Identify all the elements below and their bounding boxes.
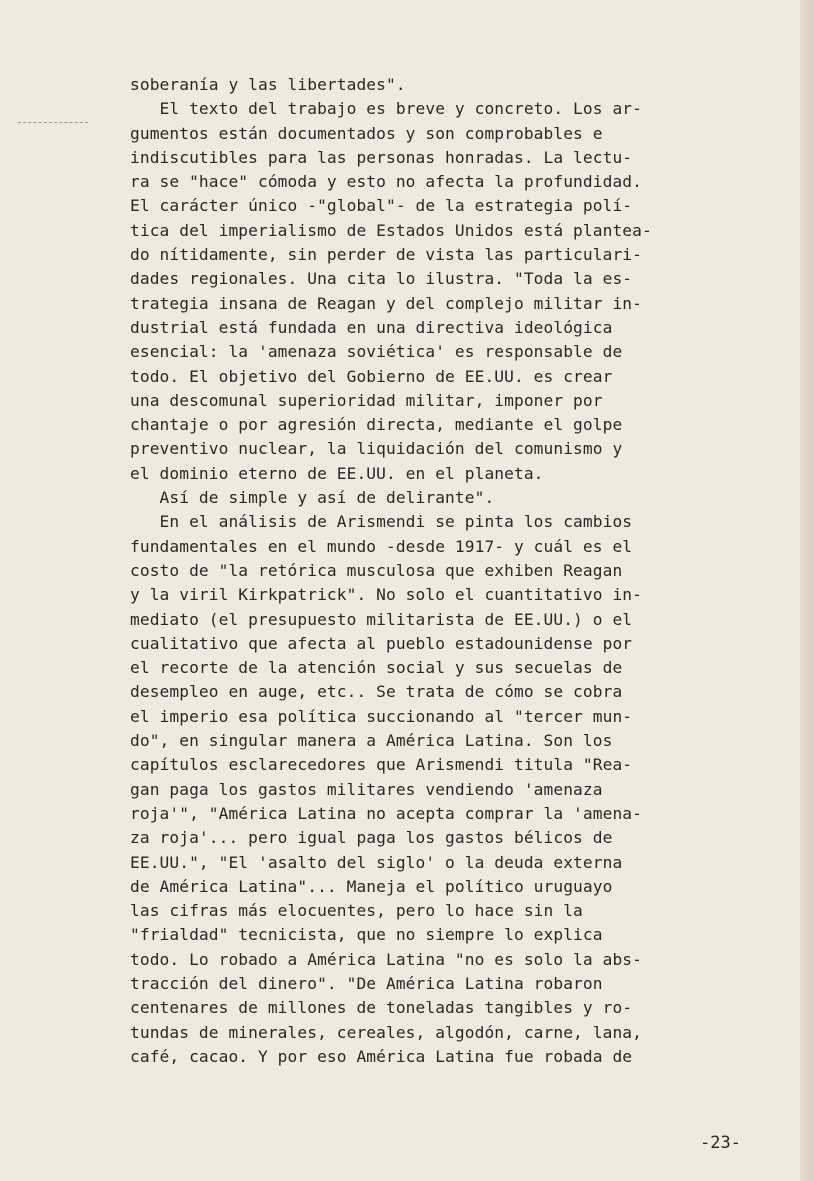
margin-mark xyxy=(18,122,88,123)
page-number: -23- xyxy=(700,1133,741,1153)
text-line: centenares de millones de toneladas tangibles y ro- xyxy=(130,998,633,1018)
text-line: ra se "hace" cómoda y esto no afecta la profundidad. xyxy=(130,172,642,192)
text-line: soberanía y las libertades". xyxy=(130,75,406,94)
text-line: mediato (el presupuesto militarista de EE.UU.) o el xyxy=(130,609,633,629)
text-line: una descomunal superioridad militar, imponer por xyxy=(130,390,603,410)
text-line: y la viril Kirkpatrick". No solo el cuantitativo in- xyxy=(130,585,642,605)
text-line: desempleo en auge, etc.. Se trata de cómo se cobra xyxy=(130,682,623,702)
text-line: tica del imperialismo de Estados Unidos está plantea- xyxy=(130,220,652,240)
text-line: El texto del trabajo es breve y concreto. Los ar- xyxy=(130,99,642,119)
text-line: fundamentales en el mundo -desde 1917- y cuál es el xyxy=(130,536,633,556)
text-line: indiscutibles para las personas honradas. La lectu- xyxy=(130,147,633,167)
text-line: tundas de minerales, cereales, algodón, carne, lana, xyxy=(130,1022,642,1042)
text-line: EE.UU.", "El 'asalto del siglo' o la deuda externa xyxy=(130,852,623,872)
body-text xyxy=(130,73,780,1069)
text-line: preventivo nuclear, la liquidación del comunismo y xyxy=(130,439,623,459)
text-line: las cifras más elocuentes, pero lo hace sin la xyxy=(130,901,583,921)
text-line: za roja'... pero igual paga los gastos bélicos de xyxy=(130,828,613,848)
text-line: cualitativo que afecta al pueblo estadounidense por xyxy=(130,633,633,653)
text-line: En el análisis de Arismendi se pinta los cambios xyxy=(130,512,633,532)
text-line: El carácter único -"global"- de la estrategia polí- xyxy=(130,196,633,216)
text-line: gan paga los gastos militares vendiendo 'amenaza xyxy=(130,779,603,799)
text-line: tracción del dinero". "De América Latina robaron xyxy=(130,973,603,993)
text-line: do nítidamente, sin perder de vista las particulari- xyxy=(130,245,642,265)
text-line: do", en singular manera a América Latina. Son los xyxy=(130,731,613,751)
text-line: Así de simple y así de delirante". xyxy=(130,488,495,508)
text-line: esencial: la 'amenaza soviética' es responsable de xyxy=(130,342,623,362)
text-line: costo de "la retórica musculosa que exhiben Reagan xyxy=(130,560,623,580)
text-line: todo. El objetivo del Gobierno de EE.UU. es crear xyxy=(130,366,613,386)
text-line: dustrial está fundada en una directiva ideológica xyxy=(130,317,613,337)
text-line: chantaje o por agresión directa, mediante el golpe xyxy=(130,415,623,435)
text-line: el dominio eterno de EE.UU. en el planeta. xyxy=(130,463,544,483)
text-line: roja'", "América Latina no acepta comprar la 'amena- xyxy=(130,803,642,823)
text-line: gumentos están documentados y son comprobables e xyxy=(130,123,603,143)
text-line: todo. Lo robado a América Latina "no es solo la abs- xyxy=(130,949,642,969)
text-line: el imperio esa política succionando al "tercer mun- xyxy=(130,706,633,726)
text-line: café, cacao. Y por eso América Latina fue robada de xyxy=(130,1046,633,1066)
text-line: dades regionales. Una cita lo ilustra. "Toda la es- xyxy=(130,269,633,289)
text-line: trategia insana de Reagan y del complejo militar in- xyxy=(130,293,642,313)
text-line: el recorte de la atención social y sus secuelas de xyxy=(130,658,623,678)
text-line: "frialdad" tecnicista, que no siempre lo explica xyxy=(130,925,603,945)
page-edge-shadow xyxy=(800,0,814,1181)
text-line: capítulos esclarecedores que Arismendi titula "Rea- xyxy=(130,755,633,775)
text-line: de América Latina"... Maneja el político uruguayo xyxy=(130,876,613,896)
